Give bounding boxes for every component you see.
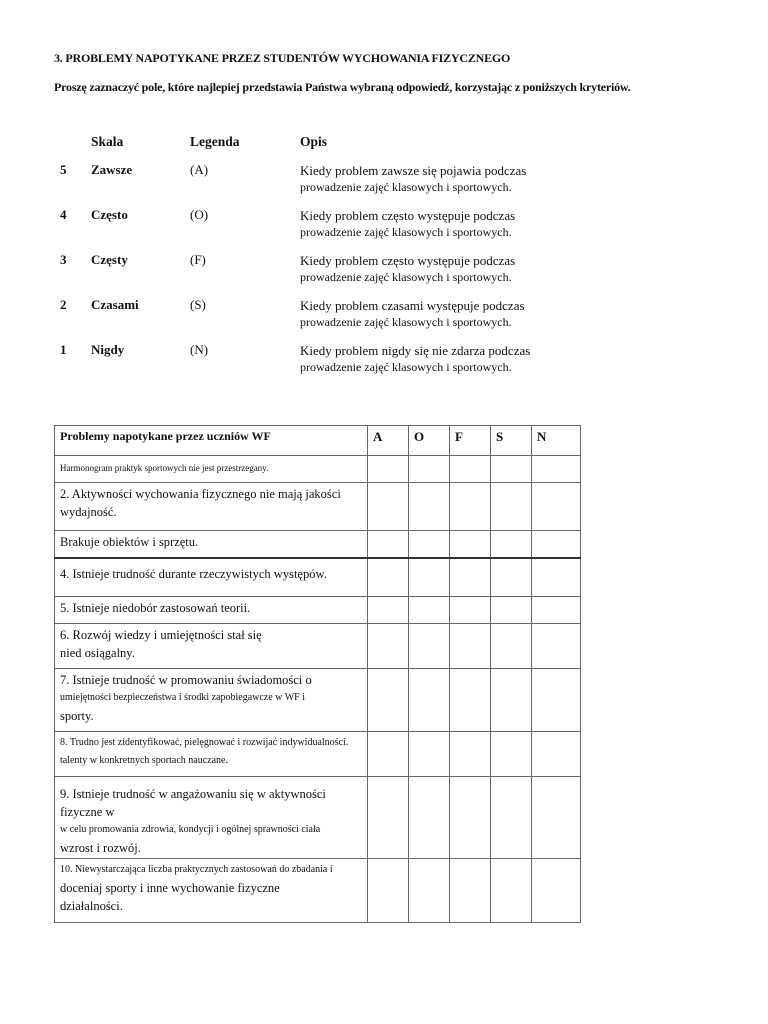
scale-number: 5	[60, 162, 67, 177]
table-row	[55, 597, 581, 624]
answer-cell-n[interactable]	[532, 624, 581, 669]
problem-text: 9. Istnieje trudność w angażowaniu się w aktywności fizyczne w w celu promowania zdrowia, kondycji i ogólnej sprawności ciała wzrost i rozwój.	[55, 777, 368, 859]
scale-number: 1	[60, 342, 67, 357]
scale-number: 2	[60, 297, 67, 312]
scale-code: (F)	[190, 252, 206, 267]
answer-cell-s[interactable]	[491, 456, 532, 483]
problem-text: Brakuje obiektów i sprzętu.	[55, 531, 368, 558]
answer-cell-s[interactable]	[491, 669, 532, 732]
answer-cell-a[interactable]	[368, 777, 409, 859]
answer-cell-s[interactable]	[491, 597, 532, 624]
table-row	[55, 669, 581, 732]
answer-cell-o[interactable]	[409, 777, 450, 859]
scale-label: Często	[91, 207, 128, 222]
table-header-f: F	[450, 426, 491, 456]
scale-description: Kiedy problem często występuje podczas prowadzenie zajęć klasowych i sportowych.	[300, 208, 516, 239]
problem-text: 5. Istnieje niedobór zastosowań teorii.	[55, 597, 368, 624]
scale-label: Zawsze	[91, 162, 133, 177]
answer-cell-o[interactable]	[409, 732, 450, 777]
scale-row	[0, 252, 768, 292]
answer-cell-n[interactable]	[532, 531, 581, 558]
scale-header-opis: Opis	[300, 134, 328, 149]
answer-cell-f[interactable]	[450, 669, 491, 732]
table-header-problems: Problemy napotykane przez uczniów WF	[55, 426, 368, 456]
answer-cell-f[interactable]	[450, 483, 491, 531]
answer-cell-n[interactable]	[532, 597, 581, 624]
table-row	[55, 558, 581, 597]
table-header-o: O	[409, 426, 450, 456]
problem-text: 2. Aktywności wychowania fizycznego nie mają jakości wydajność.	[55, 483, 368, 531]
scale-number: 4	[60, 207, 67, 222]
scale-code: (A)	[190, 162, 209, 177]
answer-cell-s[interactable]	[491, 732, 532, 777]
answer-cell-o[interactable]	[409, 859, 450, 923]
answer-cell-s[interactable]	[491, 859, 532, 923]
answer-cell-n[interactable]	[532, 669, 581, 732]
scale-description: Kiedy problem czasami występuje podczas prowadzenie zajęć klasowych i sportowych.	[300, 298, 525, 329]
table-header-row	[55, 426, 581, 456]
scale-label: Nigdy	[91, 342, 125, 357]
scale-row	[0, 207, 768, 247]
answer-cell-n[interactable]	[532, 777, 581, 859]
scale-description: Kiedy problem często występuje podczas prowadzenie zajęć klasowych i sportowych.	[300, 253, 516, 284]
answer-cell-a[interactable]	[368, 531, 409, 558]
answer-cell-f[interactable]	[450, 859, 491, 923]
answer-cell-f[interactable]	[450, 624, 491, 669]
scale-row	[0, 162, 768, 202]
answer-cell-o[interactable]	[409, 558, 450, 597]
scale-code: (S)	[190, 297, 206, 312]
answer-cell-n[interactable]	[532, 859, 581, 923]
table-row	[55, 859, 581, 923]
answer-cell-o[interactable]	[409, 531, 450, 558]
scale-number: 3	[60, 252, 67, 267]
problem-text: 7. Istnieje trudność w promowaniu świadomości o umiejętności bezpieczeństwa i środki zapobiegawcze w WF i sporty.	[55, 669, 368, 732]
answer-cell-o[interactable]	[409, 483, 450, 531]
scale-header-legenda: Legenda	[190, 134, 240, 149]
answer-cell-s[interactable]	[491, 558, 532, 597]
answer-cell-s[interactable]	[491, 483, 532, 531]
answer-cell-s[interactable]	[491, 531, 532, 558]
answer-cell-o[interactable]	[409, 624, 450, 669]
answer-cell-f[interactable]	[450, 597, 491, 624]
answer-cell-n[interactable]	[532, 483, 581, 531]
table-header-n: N	[532, 426, 581, 456]
problem-text: 4. Istnieje trudność durante rzeczywistych występów.	[55, 558, 368, 597]
answer-cell-a[interactable]	[368, 859, 409, 923]
scale-code: (O)	[190, 207, 209, 222]
answer-cell-f[interactable]	[450, 456, 491, 483]
scale-row	[0, 342, 768, 382]
problem-text: 10. Niewystarczająca liczba praktycznych zastosowań do zbadania i doceniaj sporty i inne wychowanie fizyczne działalności.	[55, 859, 368, 923]
answer-cell-a[interactable]	[368, 483, 409, 531]
answer-cell-o[interactable]	[409, 597, 450, 624]
answer-cell-s[interactable]	[491, 624, 532, 669]
scale-label: Czasami	[91, 297, 139, 312]
table-row	[55, 732, 581, 777]
answer-cell-s[interactable]	[491, 777, 532, 859]
answer-cell-f[interactable]	[450, 777, 491, 859]
answer-cell-a[interactable]	[368, 558, 409, 597]
table-header-s: S	[491, 426, 532, 456]
table-row	[55, 456, 581, 483]
answer-cell-a[interactable]	[368, 669, 409, 732]
problems-table	[54, 425, 581, 923]
table-header-a: A	[368, 426, 409, 456]
table-row	[55, 624, 581, 669]
scale-description: Kiedy problem nigdy się nie zdarza podczas prowadzenie zajęć klasowych i sportowych.	[300, 343, 531, 374]
answer-cell-n[interactable]	[532, 456, 581, 483]
section-heading: 3. PROBLEMY NAPOTYKANE PRZEZ STUDENTÓW WYCHOWANIA FIZYCZNEGO	[54, 51, 511, 65]
problem-text: 6. Rozwój wiedzy i umiejętności stał się nied osiągalny.	[55, 624, 368, 669]
answer-cell-a[interactable]	[368, 597, 409, 624]
answer-cell-f[interactable]	[450, 558, 491, 597]
answer-cell-a[interactable]	[368, 456, 409, 483]
problem-text: 8. Trudno jest zidentyfikować, pielęgnować i rozwijać indywidualności. talenty w konkretnych sportach nauczane.	[55, 732, 368, 777]
instruction-text: Proszę zaznaczyć pole, które najlepiej przedstawia Państwa wybraną odpowiedź, korzystając z poniższych kryteriów.	[54, 80, 631, 94]
answer-cell-f[interactable]	[450, 531, 491, 558]
scale-label: Częsty	[91, 252, 128, 267]
answer-cell-a[interactable]	[368, 732, 409, 777]
problem-text: Harmonogram praktyk sportowych nie jest przestrzegany.	[55, 456, 368, 483]
answer-cell-n[interactable]	[532, 558, 581, 597]
table-row	[55, 483, 581, 531]
answer-cell-o[interactable]	[409, 456, 450, 483]
scale-code: (N)	[190, 342, 209, 357]
scale-description: Kiedy problem zawsze się pojawia podczas prowadzenie zajęć klasowych i sportowych.	[300, 163, 527, 194]
answer-cell-f[interactable]	[450, 732, 491, 777]
table-row	[55, 531, 581, 558]
scale-header-skala: Skala	[91, 134, 124, 149]
answer-cell-a[interactable]	[368, 624, 409, 669]
answer-cell-n[interactable]	[532, 732, 581, 777]
answer-cell-o[interactable]	[409, 669, 450, 732]
table-row	[55, 777, 581, 859]
scale-row	[0, 297, 768, 337]
